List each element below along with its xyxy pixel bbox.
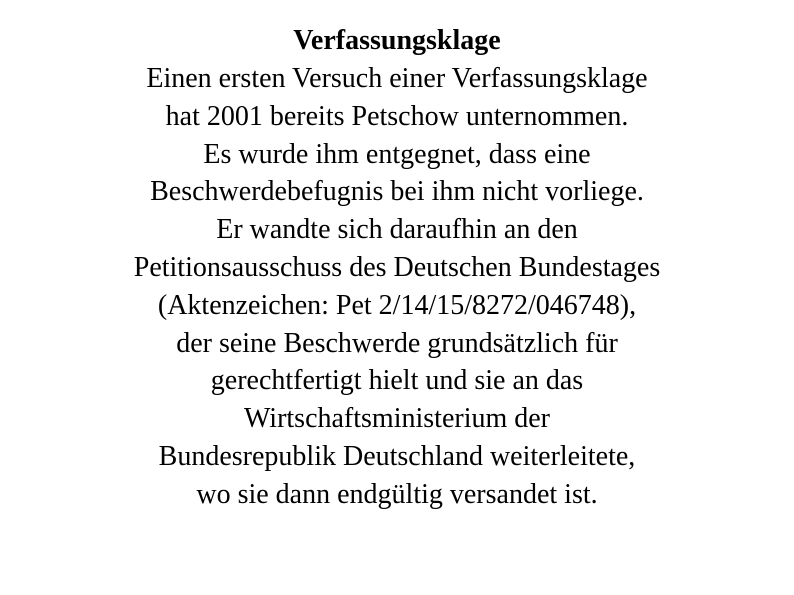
body-line: Einen ersten Versuch einer Verfassungsklage <box>146 63 648 94</box>
slide-title: Verfassungsklage <box>293 25 501 56</box>
body-line: der seine Beschwerde grundsätzlich für <box>176 327 618 359</box>
body-line: Bundesrepublik Deutschland weiterleitete, <box>158 440 636 472</box>
body-line: Es wurde ihm entgegnet, dass eine <box>203 138 591 170</box>
body-line: wo sie dann endgültig versandet ist. <box>196 478 598 510</box>
body-line: Beschwerdebefugnis bei ihm nicht vorliege. <box>150 176 644 208</box>
slide-content <box>0 22 794 514</box>
body-line: Er wandte sich daraufhin an den <box>216 214 578 246</box>
body-line: Petitionsausschuss des Deutschen Bundestages <box>133 251 661 283</box>
body-line: Wirtschaftsministerium der <box>243 403 551 435</box>
body-line: gerechtfertigt hielt und sie an das <box>210 365 584 397</box>
body-line: (Aktenzeichen: Pet 2/14/15/8272/046748), <box>157 289 637 321</box>
body-line: hat 2001 bereits Petschow unternommen. <box>165 100 629 132</box>
